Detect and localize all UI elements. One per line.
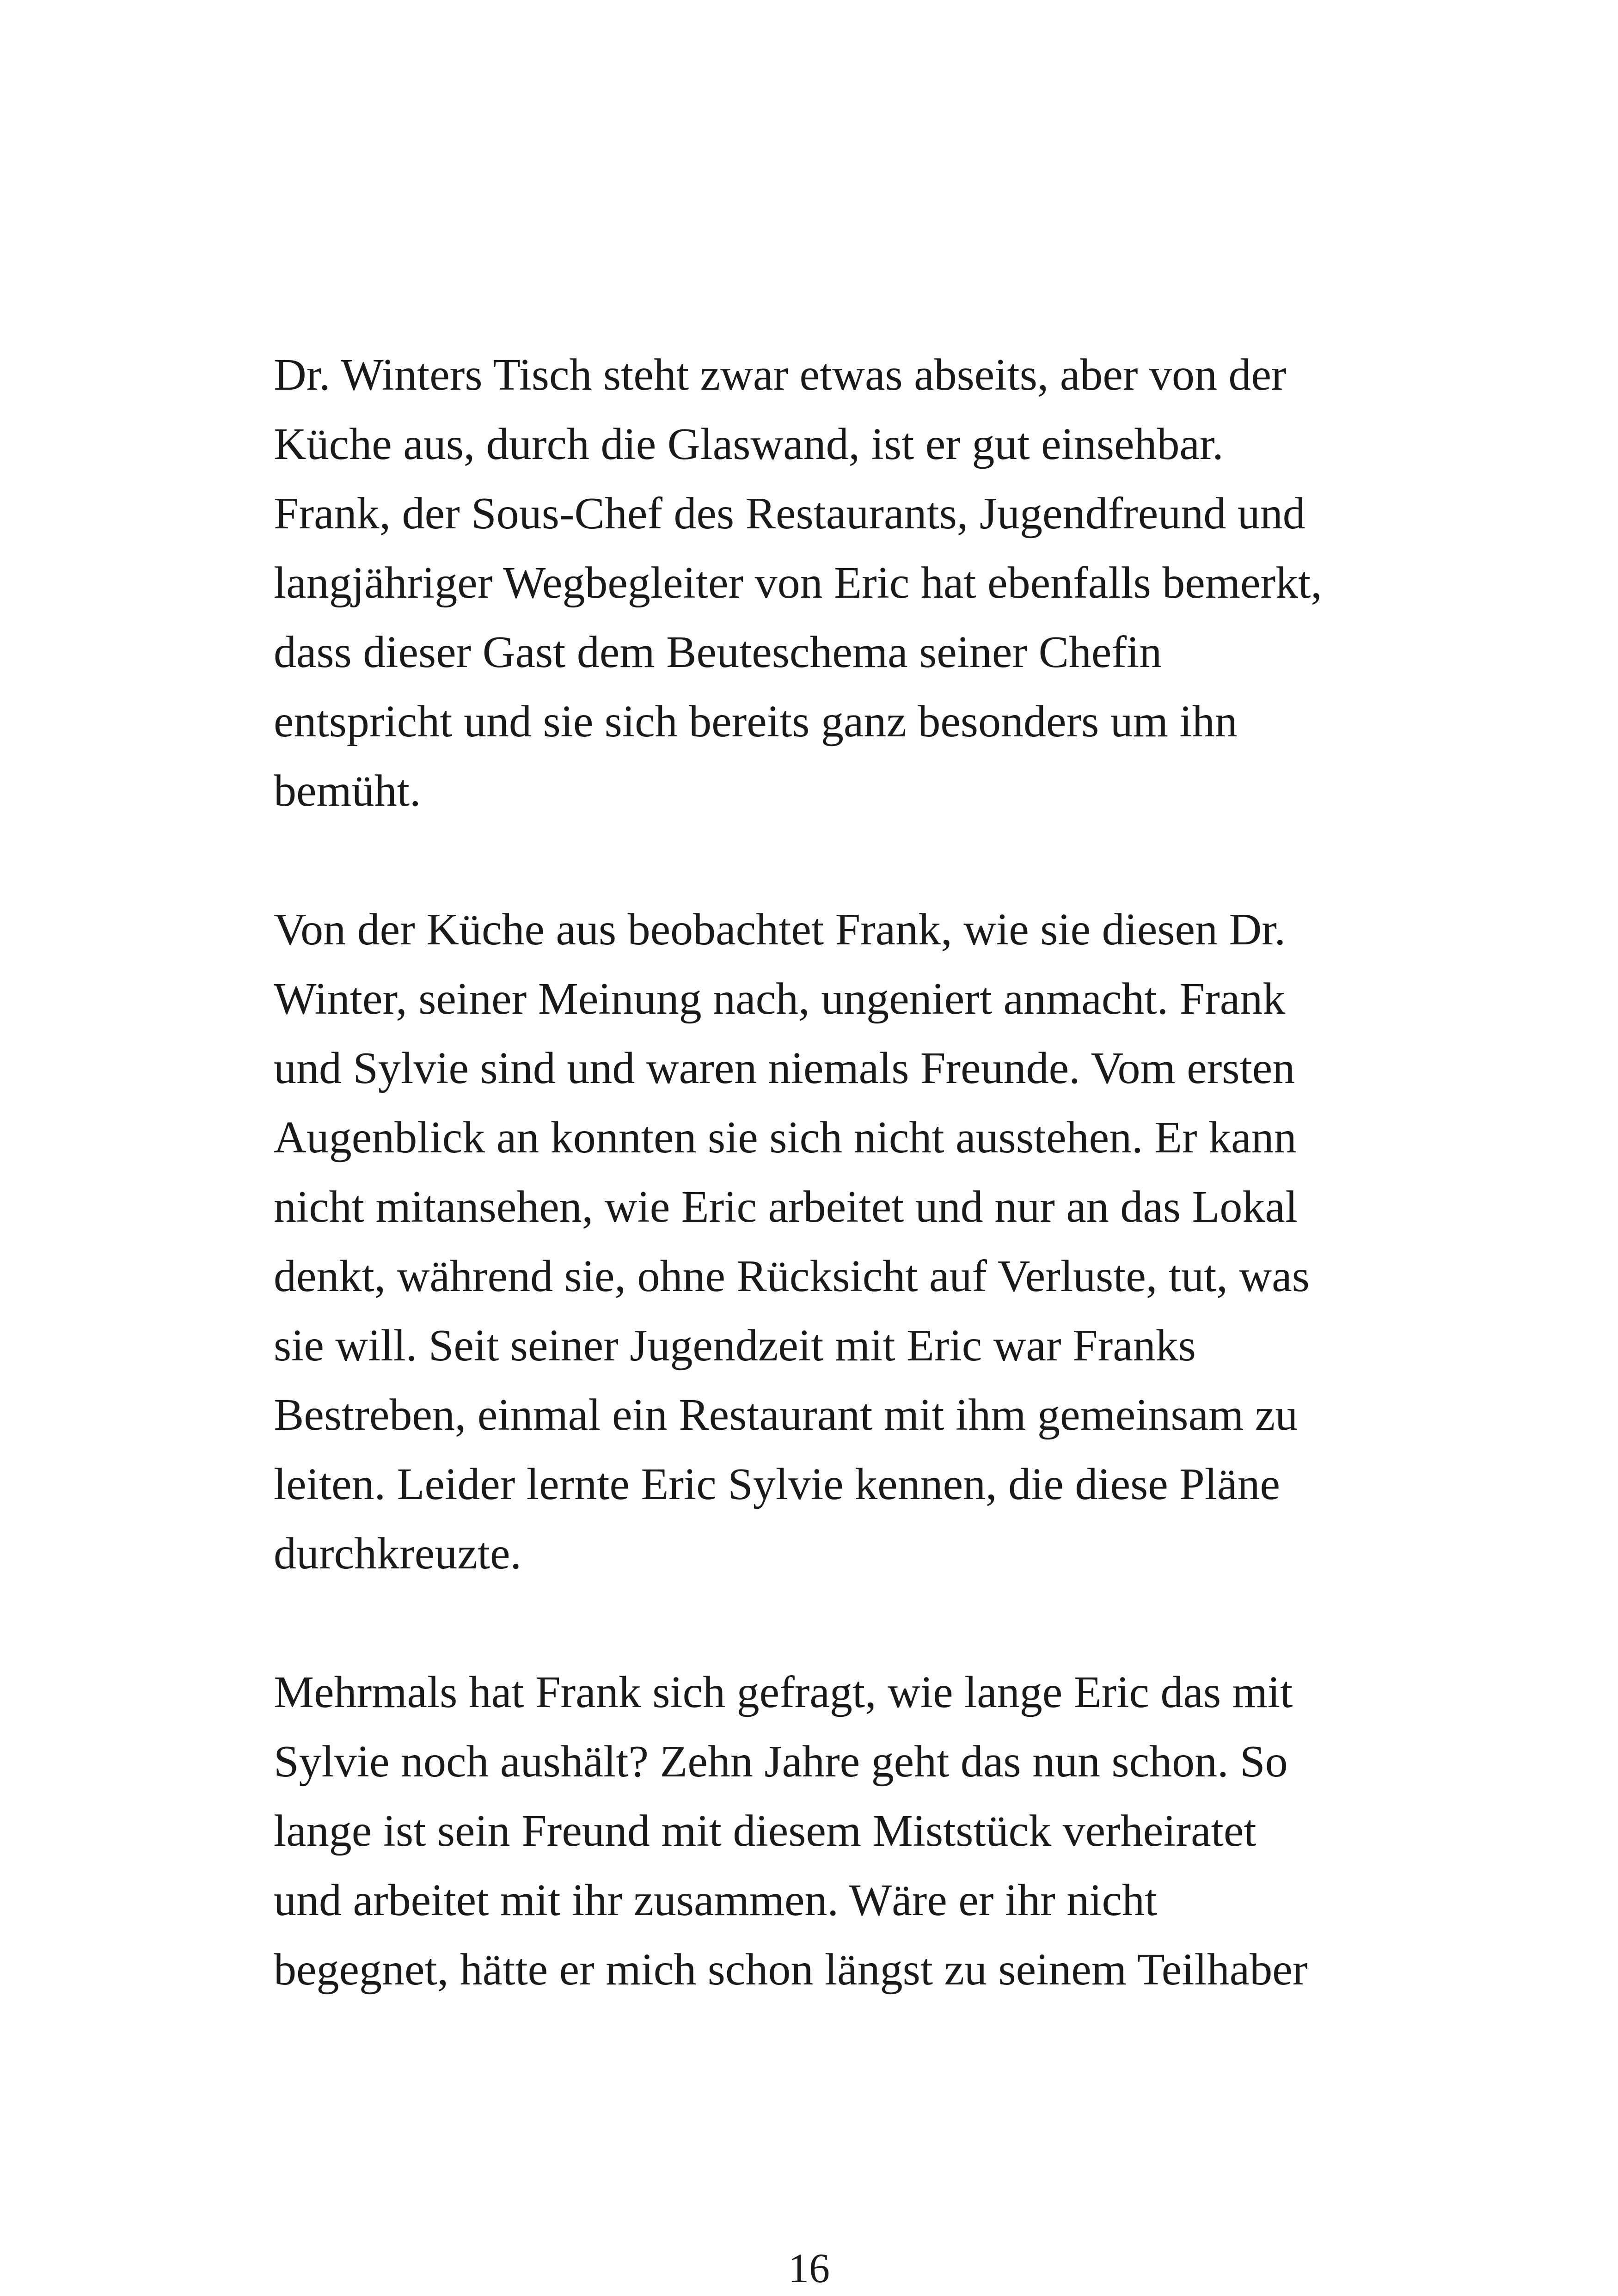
text-line: bemüht. bbox=[274, 766, 421, 816]
text-line: Frank, der Sous-Chef des Restaurants, Jugendfreund und bbox=[274, 489, 1305, 539]
text-line: Von der Küche aus beobachtet Frank, wie sie diesen Dr. bbox=[274, 905, 1286, 955]
body-text bbox=[274, 340, 1383, 2074]
text-line: denkt, während sie, ohne Rücksicht auf Verluste, tut, was bbox=[274, 1251, 1310, 1301]
paragraph-1 bbox=[274, 340, 1383, 826]
text-line: Bestreben, einmal ein Restaurant mit ihm gemeinsam zu bbox=[274, 1390, 1298, 1440]
text-line: und arbeitet mit ihr zusammen. Wäre er ihr nicht bbox=[274, 1875, 1158, 1925]
text-line: nicht mitansehen, wie Eric arbeitet und nur an das Lokal bbox=[274, 1182, 1298, 1232]
text-line: Augenblick an konnten sie sich nicht ausstehen. Er kann bbox=[274, 1113, 1297, 1163]
text-line: Küche aus, durch die Glaswand, ist er gut einsehbar. bbox=[274, 419, 1224, 469]
text-line: Sylvie noch aushält? Zehn Jahre geht das nun schon. So bbox=[274, 1737, 1288, 1787]
text-line: lange ist sein Freund mit diesem Miststück verheiratet bbox=[274, 1806, 1256, 1856]
text-line: langjähriger Wegbegleiter von Eric hat ebenfalls bemerkt, bbox=[274, 558, 1322, 608]
text-line: Winter, seiner Meinung nach, ungeniert anmacht. Frank bbox=[274, 974, 1286, 1024]
text-line: Mehrmals hat Frank sich gefragt, wie lange Eric das mit bbox=[274, 1667, 1293, 1717]
text-line: entspricht und sie sich bereits ganz besonders um ihn bbox=[274, 697, 1238, 747]
text-line: Dr. Winters Tisch steht zwar etwas abseits, aber von der bbox=[274, 350, 1287, 400]
text-line: leiten. Leider lernte Eric Sylvie kennen, die diese Pläne bbox=[274, 1459, 1280, 1509]
paragraph-3 bbox=[274, 1658, 1383, 2004]
text-line: und Sylvie sind und waren niemals Freunde. Vom ersten bbox=[274, 1043, 1295, 1093]
paragraph-2 bbox=[274, 895, 1383, 1588]
text-line: dass dieser Gast dem Beuteschema seiner Chefin bbox=[274, 627, 1162, 677]
page-number: 16 bbox=[788, 2246, 830, 2291]
text-line: begegnet, hätte er mich schon längst zu seinem Teilhaber bbox=[274, 1945, 1308, 1995]
text-line: durchkreuzte. bbox=[274, 1529, 521, 1579]
text-line: sie will. Seit seiner Jugendzeit mit Eric war Franks bbox=[274, 1321, 1196, 1371]
